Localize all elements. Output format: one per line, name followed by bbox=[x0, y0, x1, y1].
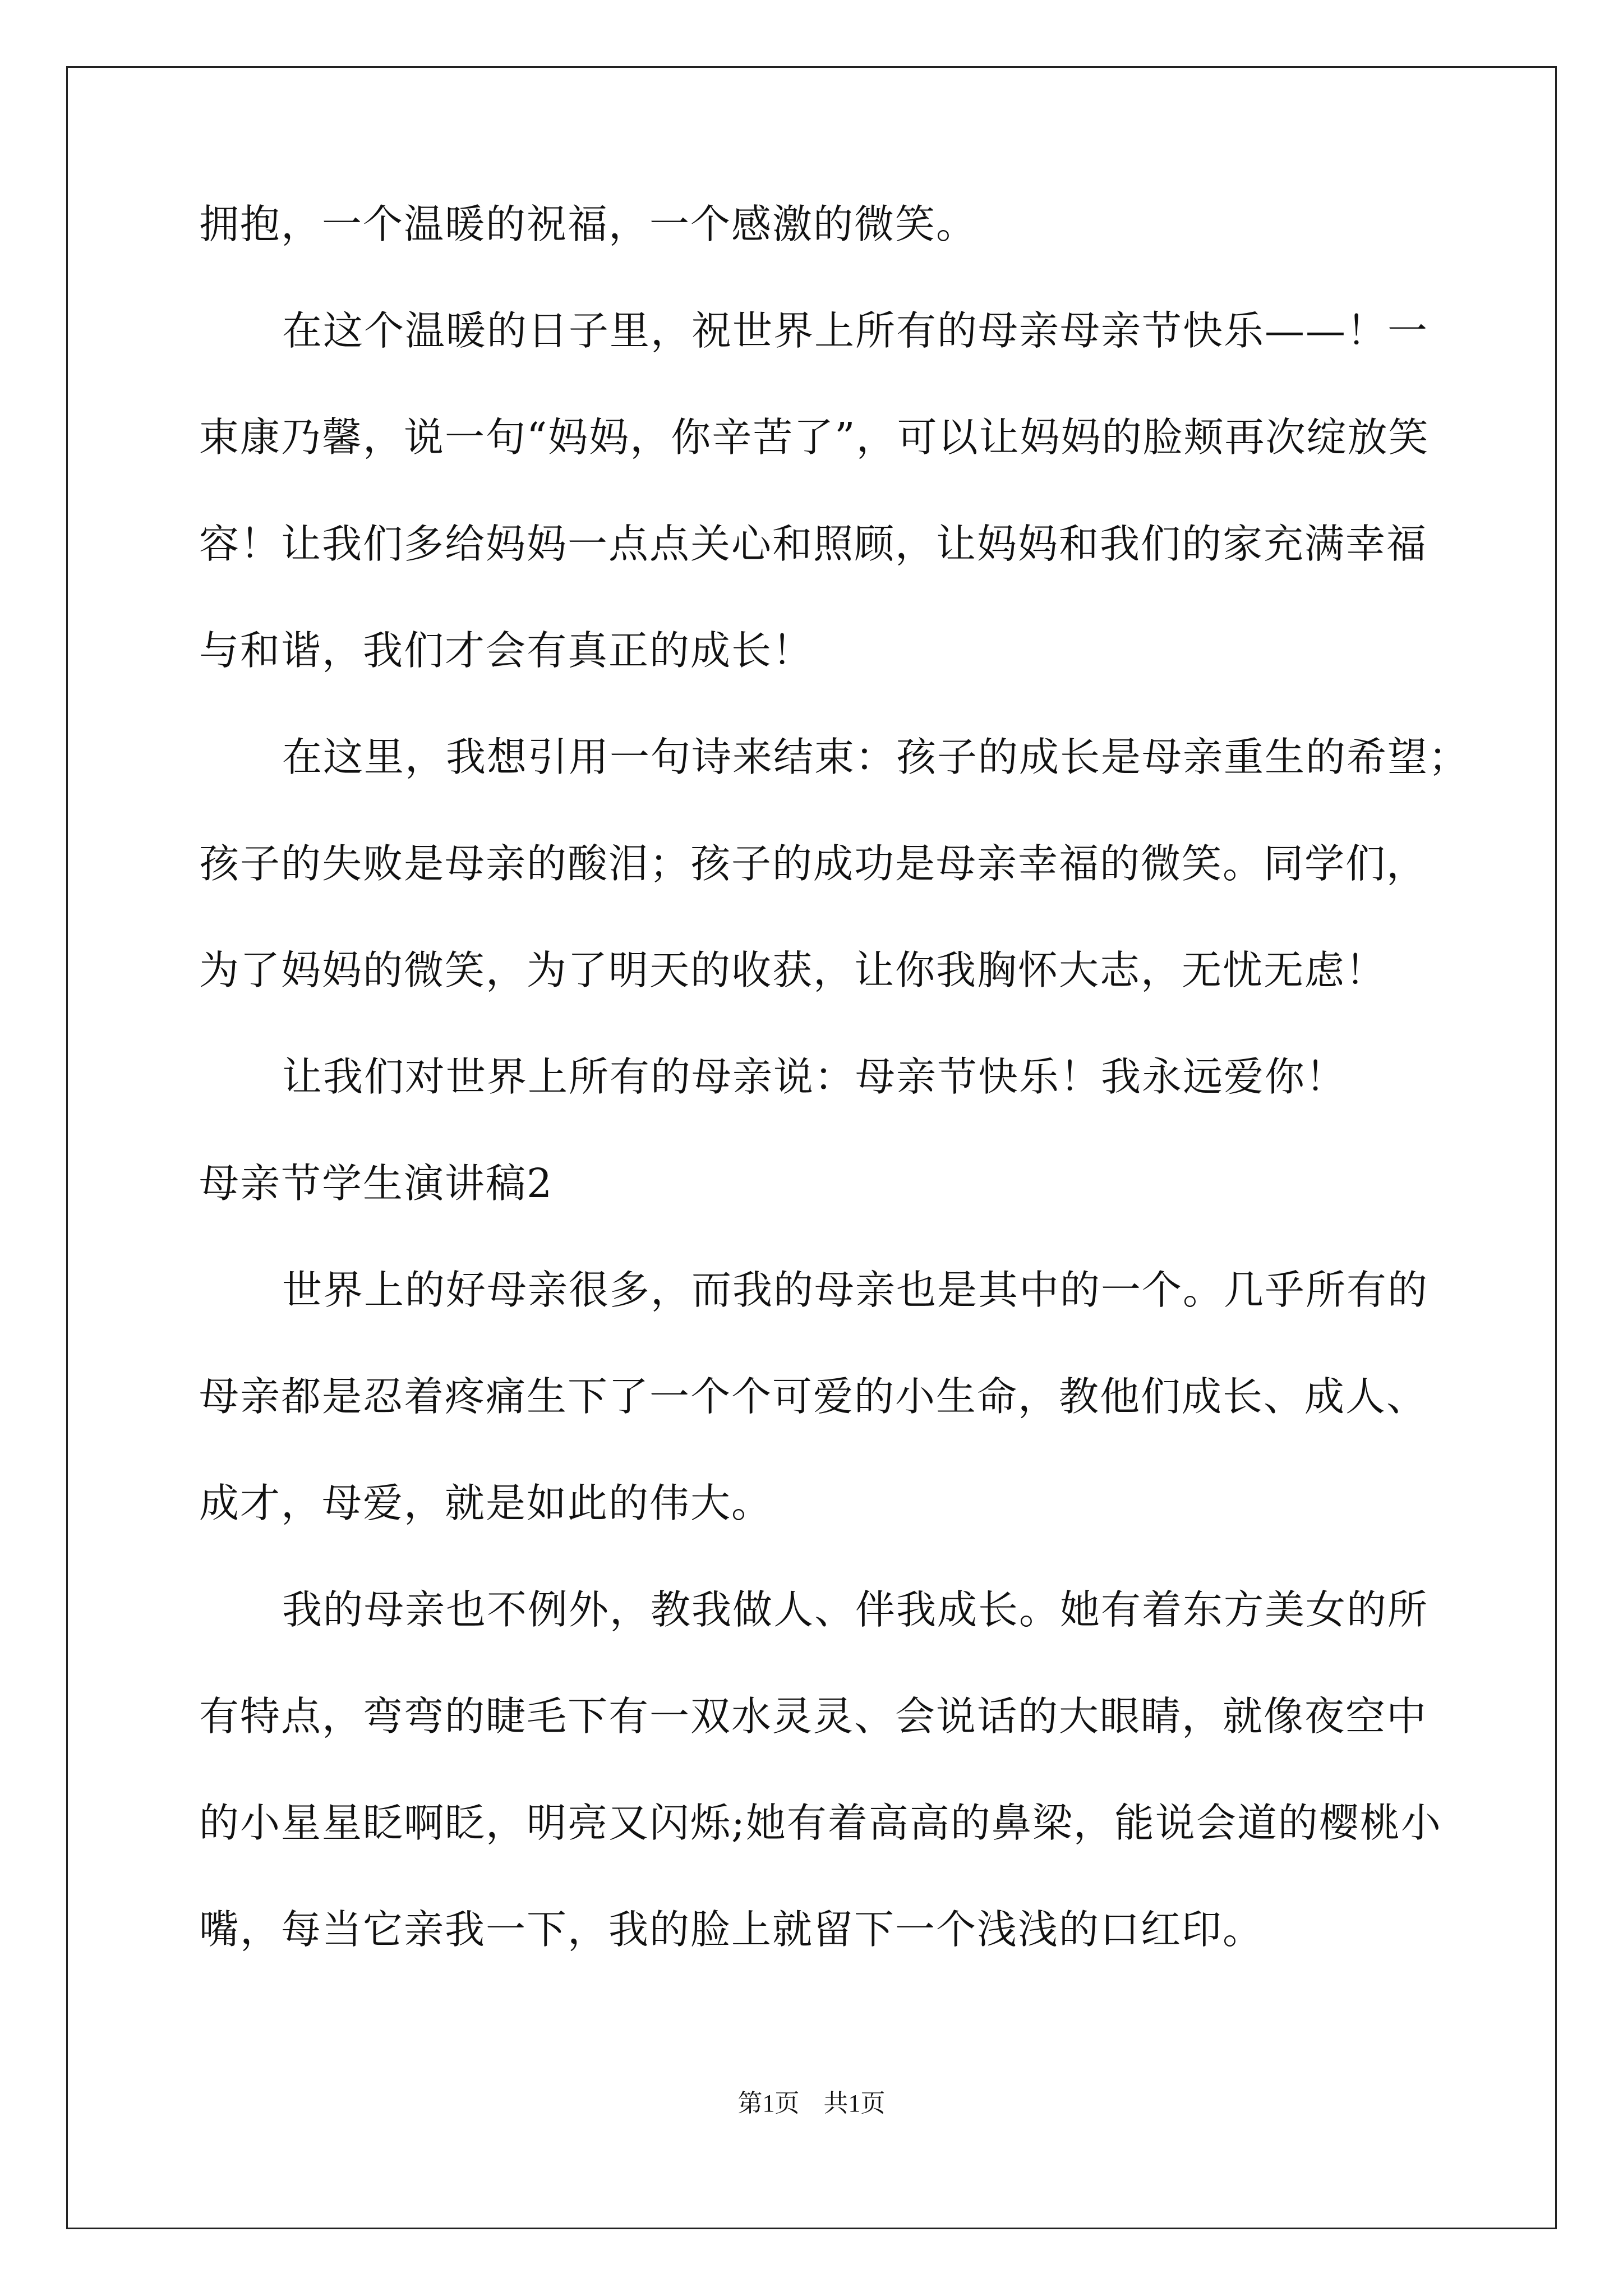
text-line: 束康乃馨，说一句“妈妈，你辛苦了”，可以让妈妈的脸颊再次绽放笑 bbox=[199, 414, 1430, 461]
page-number-current: 第1页 bbox=[737, 2090, 800, 2117]
text-line: 的小星星眨啊眨，明亮又闪烁;她有着高高的鼻梁，能说会道的樱桃小 bbox=[199, 1800, 1442, 1846]
paragraph-start-line: 我的母亲也不例外，教我做人、伴我成长。她有着东方美女的所 bbox=[282, 1586, 1429, 1633]
text-line: 成才，母爱，就是如此的伟大。 bbox=[199, 1480, 773, 1526]
text-line: 容！让我们多给妈妈一点点关心和照顾，让妈妈和我们的家充满幸福 bbox=[199, 521, 1428, 567]
page-number-total: 共1页 bbox=[823, 2090, 886, 2117]
text-line: 为了妈妈的微笑，为了明天的收获，让你我胸怀大志，无忧无虑！ bbox=[199, 947, 1387, 993]
text-line: 与和谐，我们才会有真正的成长！ bbox=[199, 627, 814, 674]
paragraph-start-line: 在这里，我想引用一句诗来结束：孩子的成长是母亲重生的希望； bbox=[282, 734, 1470, 780]
section-heading: 母亲节学生演讲稿2 bbox=[199, 1160, 554, 1207]
text-line: 拥抱，一个温暖的祝福，一个感激的微笑。 bbox=[199, 201, 978, 247]
page-footer bbox=[0, 2087, 1623, 2120]
text-line: 孩子的失败是母亲的酸泪；孩子的成功是母亲幸福的微笑。同学们， bbox=[199, 840, 1428, 887]
paragraph-start-line: 让我们对世界上所有的母亲说：母亲节快乐！我永远爱你！ bbox=[282, 1053, 1347, 1100]
text-line: 母亲都是忍着疼痛生下了一个个可爱的小生命，教他们成长、成人、 bbox=[199, 1373, 1428, 1420]
paragraph-start-line: 世界上的好母亲很多，而我的母亲也是其中的一个。几乎所有的 bbox=[282, 1267, 1429, 1313]
text-line: 嘴，每当它亲我一下，我的脸上就留下一个浅浅的口红印。 bbox=[199, 1906, 1264, 1953]
paragraph-start-line: 在这个温暖的日子里，祝世界上所有的母亲母亲节快乐——！一 bbox=[282, 307, 1429, 354]
text-line: 有特点，弯弯的睫毛下有一双水灵灵、会说话的大眼睛，就像夜空中 bbox=[199, 1693, 1428, 1740]
